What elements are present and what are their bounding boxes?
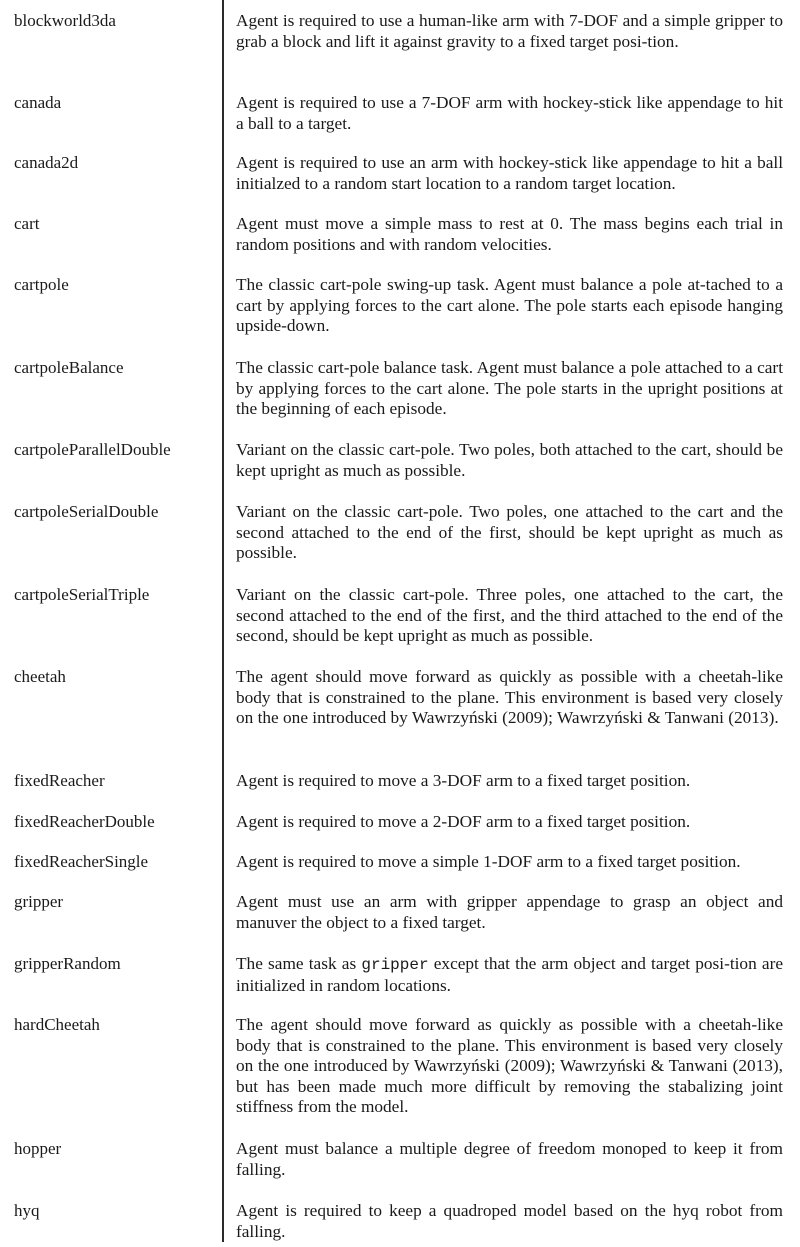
environment-description: The agent should move forward as quickly as possible with a cheetah-like body that is constrained to the plane. This environment is based very closely on the one introduced by Wawrzyński (2009); Wawrzyński & Tanwani (2013), but has been made much more difficult by removing the stabalizing joint stiffness from the model. <box>236 1015 783 1117</box>
environment-name: cheetah <box>14 667 66 686</box>
environment-description: Agent is required to use an arm with hockey-stick like appendage to hit a ball initialzed to a random start location to a random target location. <box>236 153 783 193</box>
environment-description: Variant on the classic cart-pole. Two poles, one attached to the cart and the second attached to the end of the first, should be kept upright as much as possible. <box>236 502 783 563</box>
environment-name: blockworld3da <box>14 11 116 30</box>
environment-description <box>236 954 783 996</box>
description-text: except that the arm object and target posi-tion are initialized in random locations. <box>236 954 783 995</box>
environment-description: Agent is required to use a 7-DOF arm with hockey-stick like appendage to hit a ball to a target. <box>236 93 783 133</box>
environment-name: fixedReacher <box>14 771 105 790</box>
environment-description: Variant on the classic cart-pole. Three poles, one attached to the cart, the second attached to the end of the first, and the third attached to the end of the second, should be kept upright as much as possible. <box>236 585 783 646</box>
column-divider <box>222 0 224 1242</box>
environment-description: Variant on the classic cart-pole. Two poles, both attached to the cart, should be kept upright as much as possible. <box>236 440 783 480</box>
environment-description: Agent must balance a multiple degree of freedom monoped to keep it from falling. <box>236 1139 783 1179</box>
environment-name: gripper <box>14 892 64 911</box>
environment-name: cartpoleParallelDouble <box>14 440 171 459</box>
environment-name: cartpole <box>14 275 69 294</box>
environment-description: Agent is required to move a simple 1-DOF arm to a fixed target position. <box>236 852 741 871</box>
environment-description: Agent must use an arm with gripper appendage to grasp an object and manuver the object to a fixed target. <box>236 892 783 932</box>
environment-description: The classic cart-pole swing-up task. Agent must balance a pole at-tached to a cart by applying forces to the cart alone. The pole starts each episode hanging upside-down. <box>236 275 783 336</box>
environment-name: canada <box>14 93 62 112</box>
environment-name: cartpoleSerialDouble <box>14 502 159 521</box>
environment-description: Agent must move a simple mass to rest at 0. The mass begins each trial in random positions and with random velocities. <box>236 214 783 254</box>
code-term: gripper <box>361 956 429 974</box>
environment-name: hardCheetah <box>14 1015 100 1034</box>
environment-description: Agent is required to keep a quadroped model based on the hyq robot from falling. <box>236 1201 783 1241</box>
environment-description: Agent is required to move a 2-DOF arm to a fixed target position. <box>236 812 691 831</box>
environment-name: gripperRandom <box>14 954 121 973</box>
environment-name: hopper <box>14 1139 62 1158</box>
environment-name: hyq <box>14 1201 40 1220</box>
environment-name: fixedReacherDouble <box>14 812 155 831</box>
environment-name: cart <box>14 214 40 233</box>
environment-name: fixedReacherSingle <box>14 852 149 871</box>
environment-name: canada2d <box>14 153 79 172</box>
environment-description: Agent is required to move a 3-DOF arm to a fixed target position. <box>236 771 691 790</box>
environment-description: The agent should move forward as quickly as possible with a cheetah-like body that is constrained to the plane. This environment is based very closely on the one introduced by Wawrzyński (2009); Wawrzyński & Tanwani (2013). <box>236 667 783 728</box>
environment-description: Agent is required to use a human-like arm with 7-DOF and a simple gripper to grab a block and lift it against gravity to a fixed target posi-tion. <box>236 11 783 51</box>
description-text: The same task as <box>236 954 362 973</box>
environment-name: cartpoleBalance <box>14 358 124 377</box>
environment-description: The classic cart-pole balance task. Agent must balance a pole attached to a cart by applying forces to the cart alone. The pole starts in the upright positions at the beginning of each episode. <box>236 358 783 419</box>
environment-name: cartpoleSerialTriple <box>14 585 150 604</box>
